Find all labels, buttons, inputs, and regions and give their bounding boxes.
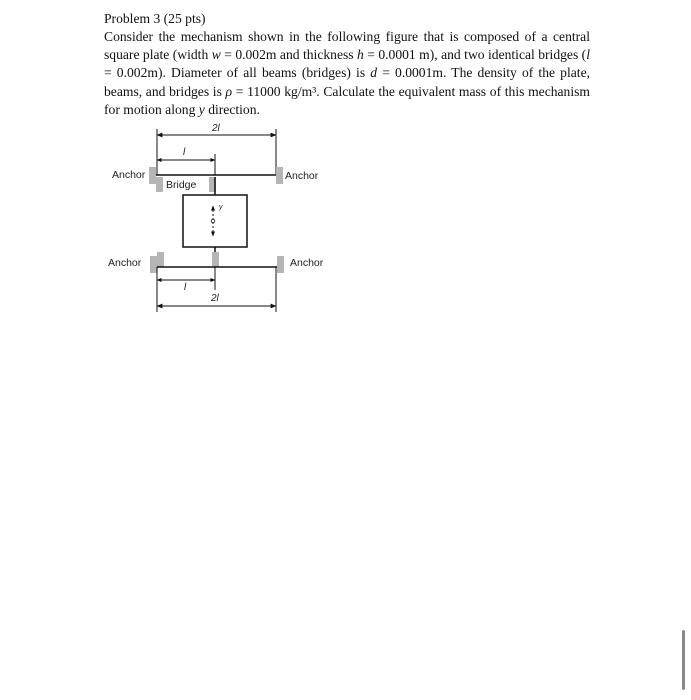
bridge-post-top-left (156, 177, 163, 192)
dim-label-bottom-2l: 2l (211, 293, 219, 304)
anchor-label-bottom-right: Anchor (290, 257, 324, 269)
statement-part: Consider the mechanism shown in the following figure that is composed of a central square plate (width (104, 29, 590, 63)
statement-part: direction. (204, 101, 260, 117)
mechanism-figure (100, 118, 340, 318)
var-y: y (198, 101, 205, 117)
plate-center-dot (211, 219, 215, 223)
anchor-block-bottom-left (150, 256, 157, 273)
bridge-post-bottom-left (157, 252, 164, 267)
scrollbar[interactable] (682, 630, 685, 690)
dim-label-top-2l: 2l (212, 123, 220, 134)
var-h: h (357, 47, 364, 63)
problem-statement (104, 28, 590, 119)
problem-title: Problem 3 (25 pts) (104, 11, 206, 26)
axis-label-y: y (219, 204, 223, 211)
mechanism-diagram (100, 118, 340, 318)
var-w: w (211, 47, 221, 63)
anchor-block-bottom-right (277, 256, 284, 273)
var-rho: ρ (225, 83, 233, 99)
problem-document (104, 10, 590, 119)
anchor-label-top-right: Anchor (285, 170, 319, 182)
bridge-post-bottom-center (212, 252, 219, 267)
dim-label-bottom-l: l (184, 282, 187, 293)
anchor-block-top-left (149, 167, 156, 184)
anchor-label-bottom-left: Anchor (108, 257, 142, 269)
statement-part: = 11000 kg/m³. Calculate the equivalent mass of this mechanism for motion along (104, 83, 590, 117)
dim-label-top-l: l (183, 147, 186, 158)
bridge-label: Bridge (166, 179, 197, 191)
anchor-block-top-right (276, 167, 283, 184)
statement-part: = 0.0001 m), and two identical bridges ( (363, 47, 587, 63)
statement-part: = 0.0001m. The density of the plate, beams, and bridges is (104, 65, 590, 99)
statement-part: = 0.002m and thickness (220, 47, 358, 63)
var-l: l (586, 47, 590, 63)
statement-part: = 0.002m). Diameter of all beams (bridges) is (104, 65, 371, 81)
anchor-label-top-left: Anchor (112, 169, 146, 181)
var-d: d (370, 65, 378, 81)
